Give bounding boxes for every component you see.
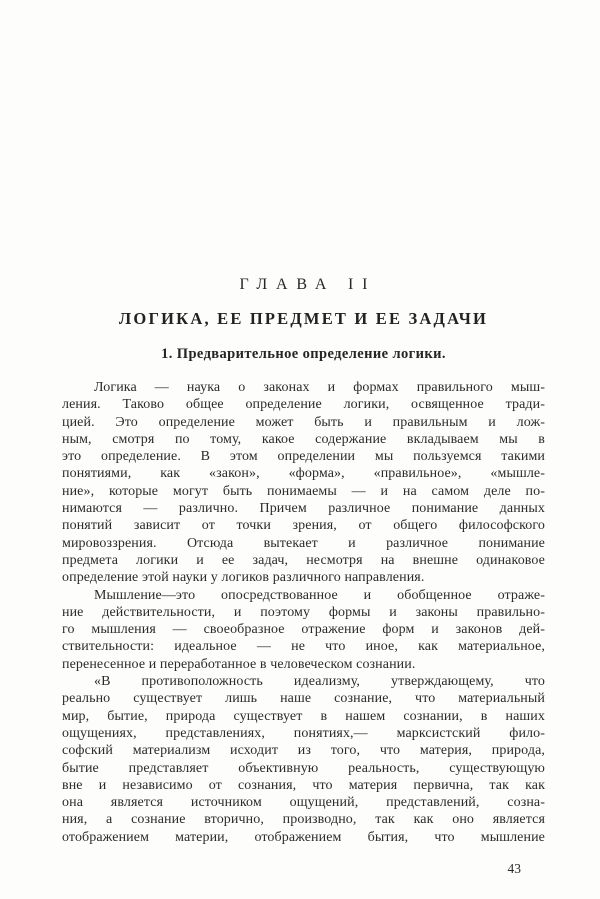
paragraph-line: нимаются — различно. Причем различное понимание данных <box>62 501 545 517</box>
paragraph-line: Мышление—это опосредствованное и обобщенное отраже- <box>94 587 545 603</box>
paragraph-line: понятиями, как «закон», «форма», «правильное», «мышле- <box>62 466 545 482</box>
paragraph-line: определение этой науки у логиков различного направления. <box>62 570 425 586</box>
paragraph-line: это определение. В этом определении мы пользуемся такими <box>62 449 545 465</box>
paragraph <box>62 587 545 673</box>
paragraph-line: она является источником ощущений, представлений, созна- <box>62 795 545 811</box>
paragraph-line: го мышления — своеобразное отражение форм и законов дей- <box>62 622 545 638</box>
chapter-heading: ГЛАВА II <box>239 276 377 293</box>
paragraph-line: ления. Таково общее определение логики, освященное тради- <box>62 397 545 413</box>
paragraph-line: понятий зависит от точки зрения, от общего философского <box>62 518 545 534</box>
paragraph-line: цией. Это определение может быть и правильным и лож- <box>62 414 545 430</box>
paragraph-line: ние действительности, и поэтому формы и законы правильно- <box>62 604 545 620</box>
paragraph-line: вне и независимо от сознания, что материя первична, так как <box>62 777 545 793</box>
paragraph-line: «В противоположность идеализму, утверждающему, что <box>94 674 545 690</box>
paragraph-line: ным, смотря по тому, какое содержание вкладываем мы в <box>62 431 545 447</box>
paragraph-line: ния, а сознание вторично, производно, так как оно является <box>62 812 545 828</box>
paragraph <box>62 379 545 587</box>
page-number: 43 <box>507 861 521 876</box>
paragraph-line: реально существует лишь наше сознание, что материальный <box>62 691 545 707</box>
paragraph-line: ствительности: идеальное — не что иное, как материальное, <box>62 639 545 655</box>
paragraph-line: мир, бытие, природа существует в нашем сознании, в наших <box>62 708 545 724</box>
paragraph-line: перенесенное и переработанное в человеческом сознании. <box>62 656 416 672</box>
paragraph-line: ние», которые могут быть понимаемы — и на самом деле по- <box>62 483 545 499</box>
paragraph-line: предмета логики и ее задач, несмотря на внешне одинаковое <box>62 552 545 568</box>
paragraph-line: мировоззрения. Отсюда вытекает и различное понимание <box>62 535 545 551</box>
paragraph-line: софский материализм исходит из того, что материя, природа, <box>62 743 545 759</box>
paragraph-line: ощущениях, представлениях, понятиях,— марксистский фило- <box>62 725 545 741</box>
paragraph-line: бытие представляет объективную реальность, существующую <box>62 760 545 776</box>
paragraph-line: отображением материи, отображением бытия, что мышление <box>62 829 545 845</box>
page-title: ЛОГИКА, ЕЕ ПРЕДМЕТ И ЕЕ ЗАДАЧИ <box>118 309 489 328</box>
section-heading: 1. Предварительное определение логики. <box>161 346 446 362</box>
body-text <box>62 379 545 846</box>
paragraph-line: Логика — наука о законах и формах правильного мыш- <box>94 380 545 395</box>
paragraph <box>62 673 545 846</box>
